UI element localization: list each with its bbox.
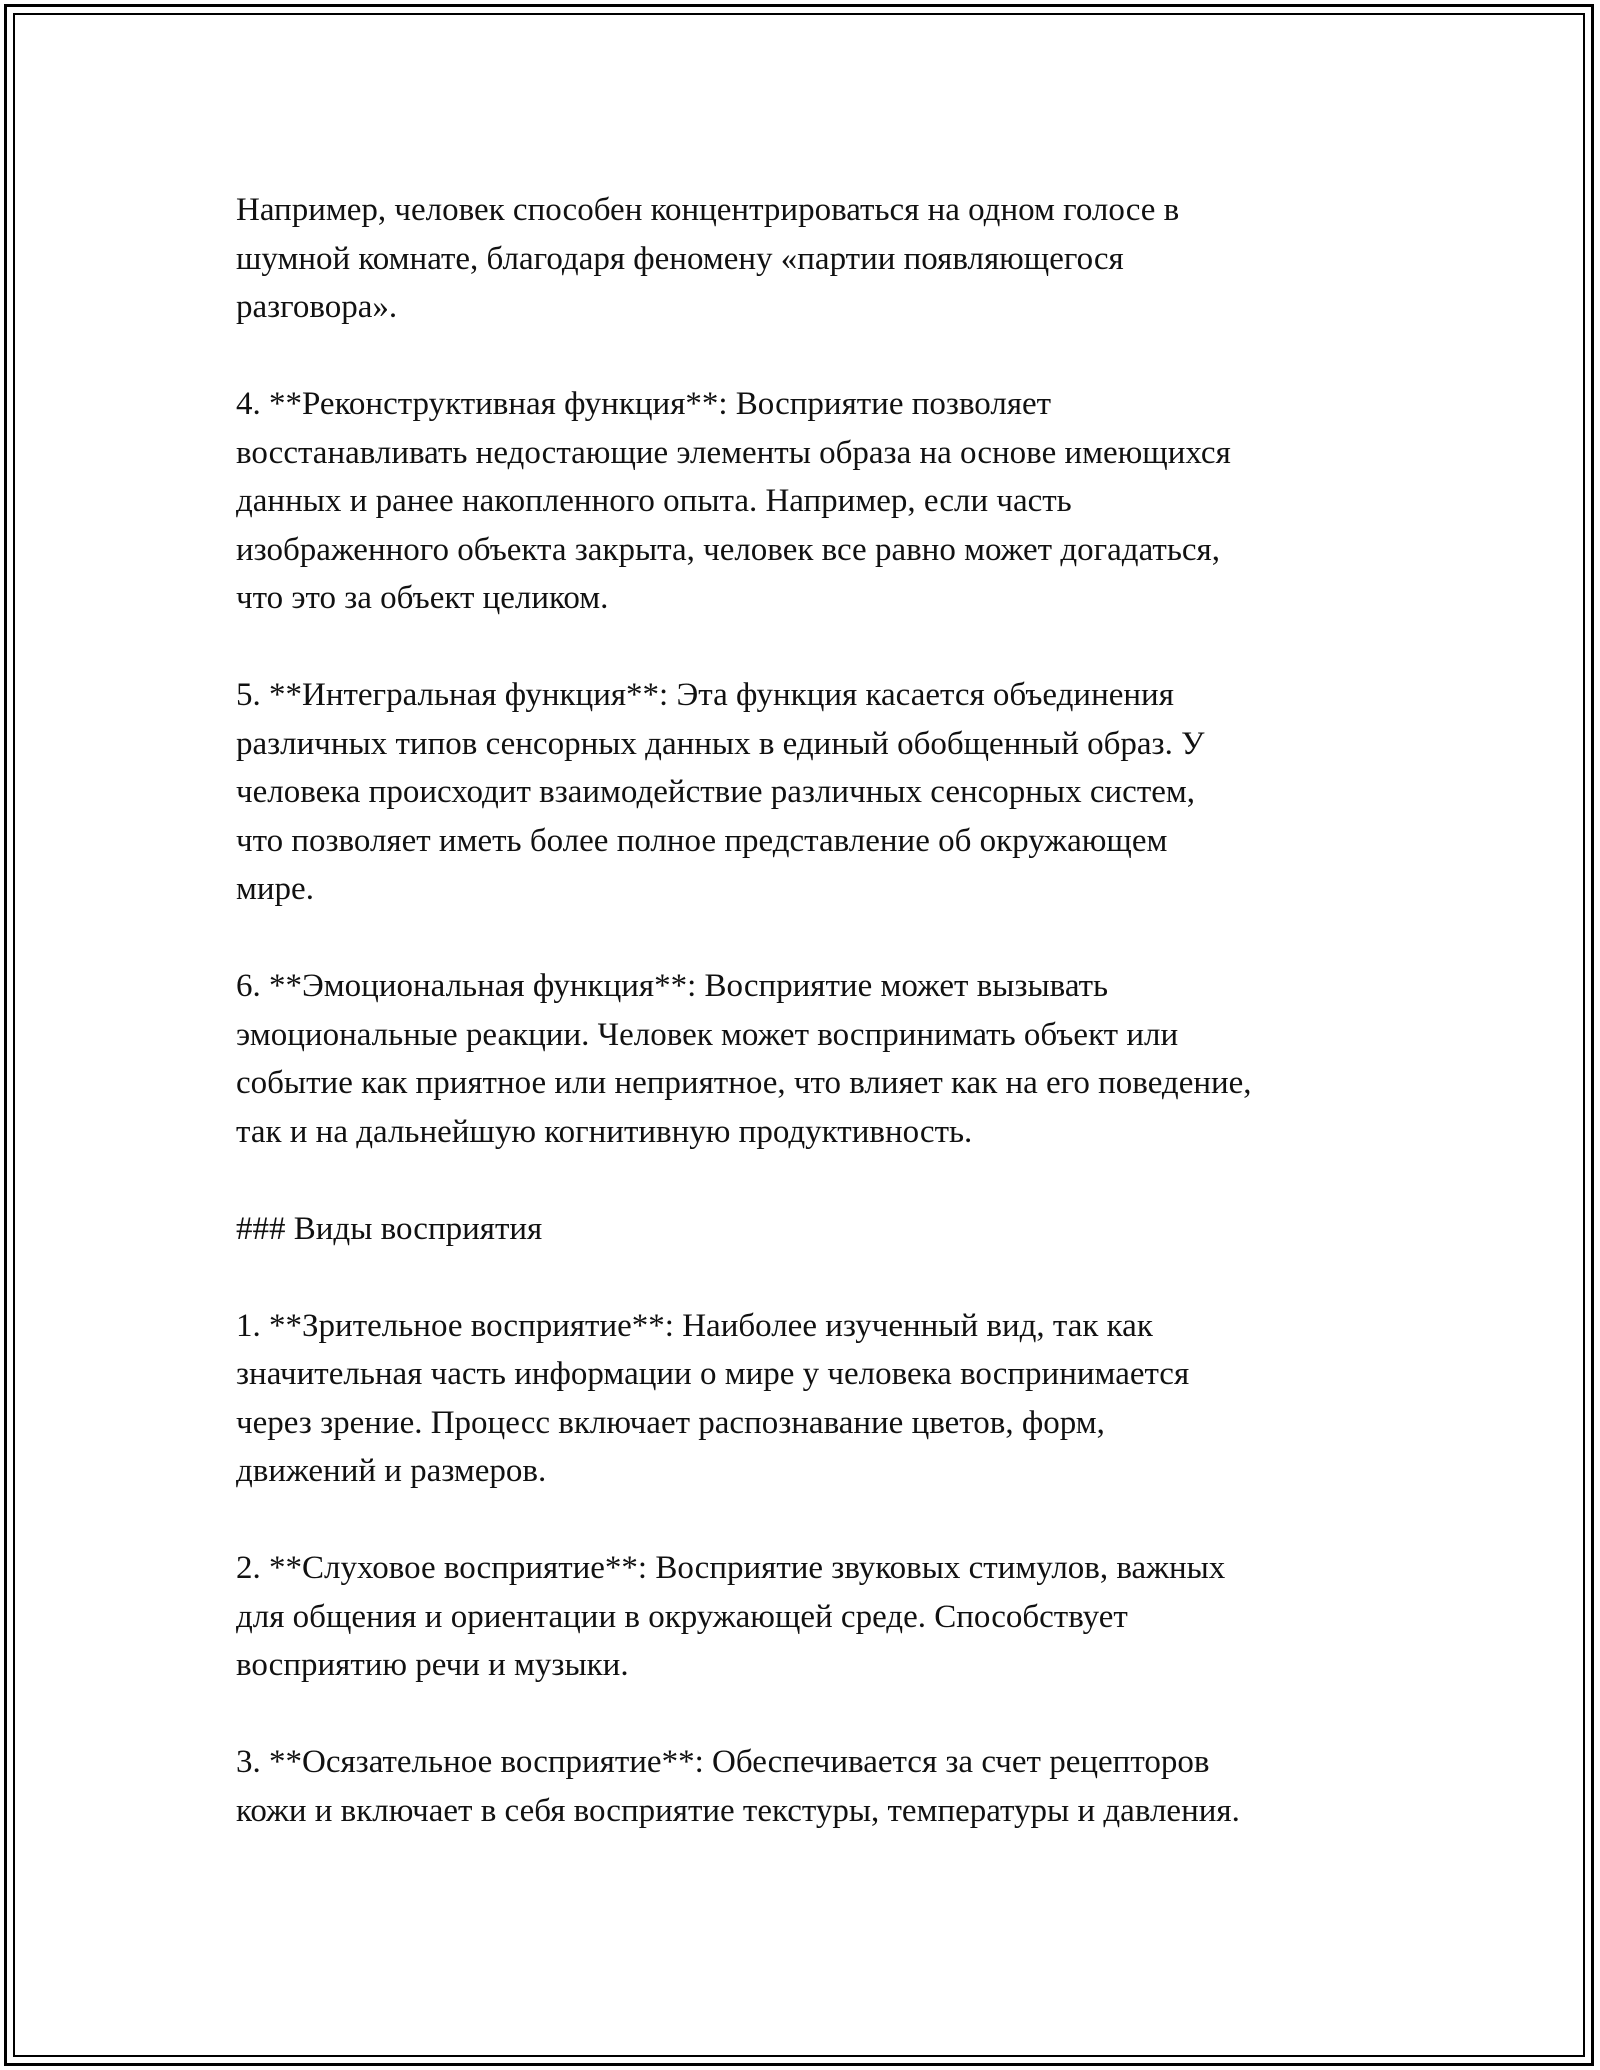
text-line: значительная часть информации о мире у человека воспринимается [236, 1356, 1190, 1392]
text-line: 5. **Интегральная функция**: Эта функция касается объединения [236, 677, 1174, 713]
text-line: восстанавливать недостающие элементы образа на основе имеющихся [236, 434, 1231, 471]
text-line: восприятию речи и музыки. [236, 1647, 629, 1683]
text-line: 6. **Эмоциональная функция**: Восприятие может вызывать [236, 968, 1109, 1004]
text-line: 3. **Осязательное восприятие**: Обеспечивается за счет рецепторов [236, 1744, 1210, 1780]
text-line: через зрение. Процесс включает распознавание цветов, форм, [236, 1404, 1105, 1441]
text-line: что это за объект целиком. [236, 580, 609, 616]
text-line: движений и размеров. [236, 1453, 547, 1489]
text-line: что позволяет иметь более полное представление об окружающем [236, 822, 1168, 859]
text-line: данных и ранее накопленного опыта. Например, если часть [236, 483, 1072, 519]
text-line: 1. **Зрительное восприятие**: Наиболее изученный вид, так как [236, 1307, 1153, 1344]
text-line: эмоциональные реакции. Человек может воспринимать объект или [236, 1016, 1179, 1053]
heading-line: ### Виды восприятия [236, 1210, 543, 1247]
text-line: разговора». [236, 289, 398, 325]
text-line: 2. **Слуховое восприятие**: Восприятие звуковых стимулов, важных [236, 1550, 1226, 1586]
paragraph-tactile-perception [236, 1738, 1396, 1835]
text-line: событие как приятное или неприятное, что влияет как на его поведение, [236, 1065, 1252, 1101]
text-line: изображенного объекта закрыта, человек все равно может догадаться, [236, 531, 1220, 568]
paragraph-auditory-perception [236, 1544, 1396, 1690]
text-line: различных типов сенсорных данных в единый обобщенный образ. У [236, 725, 1205, 762]
text-line: шумной комнате, благодаря феномену «партии появляющегося [236, 240, 1124, 277]
text-line: мире. [236, 871, 314, 907]
paragraph-integral-function [236, 671, 1396, 914]
text-line: 4. **Реконструктивная функция**: Восприятие позволяет [236, 386, 1052, 422]
text-line: так и на дальнейшую когнитивную продуктивность. [236, 1113, 973, 1150]
paragraph-intro-example [236, 186, 1396, 332]
document-body [236, 186, 1396, 1884]
text-line: Например, человек способен концентрироваться на одном голосе в [236, 192, 1180, 228]
section-heading-perception-types [236, 1205, 1396, 1254]
paragraph-visual-perception [236, 1302, 1396, 1496]
text-line: для общения и ориентации в окружающей среде. Способствует [236, 1598, 1128, 1635]
text-line: человека происходит взаимодействие различных сенсорных систем, [236, 774, 1196, 810]
text-line: кожи и включает в себя восприятие текстуры, температуры и давления. [236, 1792, 1240, 1829]
paragraph-emotional-function [236, 962, 1396, 1156]
paragraph-reconstructive-function [236, 380, 1396, 623]
